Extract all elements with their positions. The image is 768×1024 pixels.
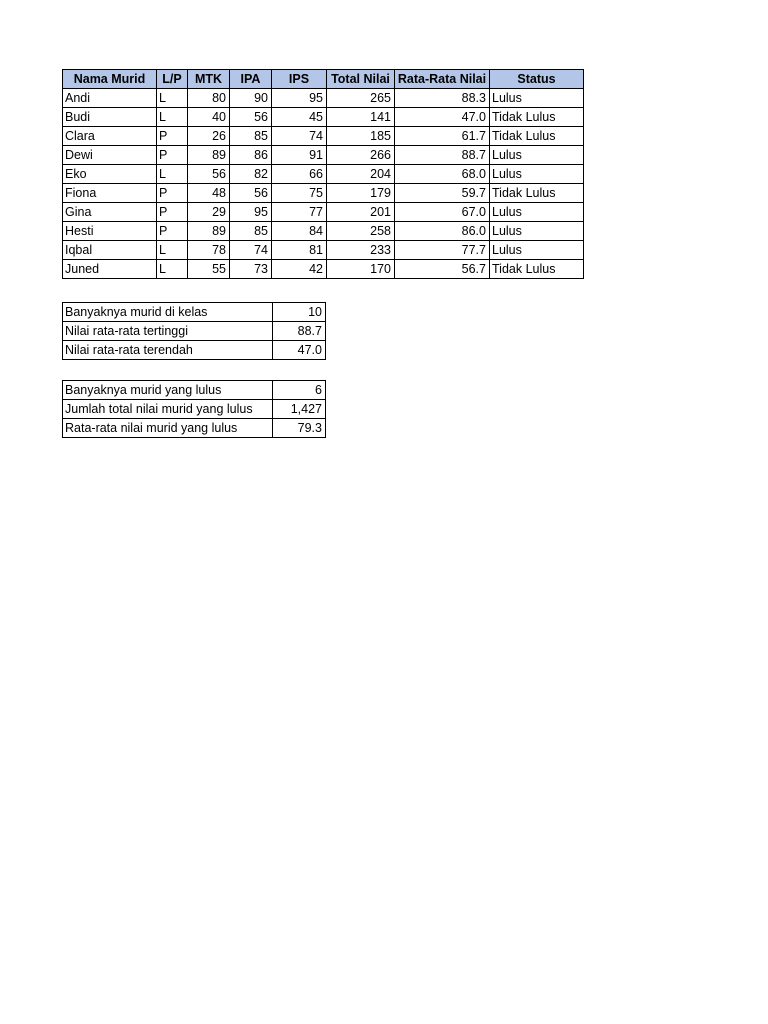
summary-value-cell[interactable]: 6 [273,381,326,400]
header-ipa[interactable]: IPA [230,70,272,89]
cell-status[interactable]: Tidak Lulus [490,108,584,127]
summary-label-cell[interactable]: Banyaknya murid di kelas [63,303,273,322]
cell-nama-murid[interactable]: Gina [63,203,157,222]
cell-mtk[interactable]: 56 [188,165,230,184]
header-rata-rata-nilai[interactable]: Rata-Rata Nilai [395,70,490,89]
cell-lp[interactable]: P [157,146,188,165]
cell-ipa[interactable]: 95 [230,203,272,222]
cell-total-nilai[interactable]: 141 [327,108,395,127]
cell-total-nilai[interactable]: 258 [327,222,395,241]
cell-rata-rata-nilai[interactable]: 86.0 [395,222,490,241]
table-row [63,146,584,165]
summary-value-cell[interactable]: 79.3 [273,419,326,438]
cell-ips[interactable]: 42 [272,260,327,279]
cell-nama-murid[interactable]: Eko [63,165,157,184]
cell-rata-rata-nilai[interactable]: 59.7 [395,184,490,203]
cell-ips[interactable]: 45 [272,108,327,127]
cell-mtk[interactable]: 26 [188,127,230,146]
summary-row [63,381,326,400]
cell-status[interactable]: Lulus [490,146,584,165]
summary-value-cell[interactable]: 10 [273,303,326,322]
cell-rata-rata-nilai[interactable]: 88.3 [395,89,490,108]
cell-mtk[interactable]: 80 [188,89,230,108]
cell-ips[interactable]: 95 [272,89,327,108]
cell-lp[interactable]: P [157,127,188,146]
cell-rata-rata-nilai[interactable]: 88.7 [395,146,490,165]
cell-total-nilai[interactable]: 201 [327,203,395,222]
summary-row [63,419,326,438]
cell-ips[interactable]: 66 [272,165,327,184]
cell-rata-rata-nilai[interactable]: 77.7 [395,241,490,260]
table-row [63,165,584,184]
student-grades-table [62,69,584,279]
cell-ipa[interactable]: 85 [230,127,272,146]
cell-total-nilai[interactable]: 179 [327,184,395,203]
cell-lp[interactable]: L [157,260,188,279]
class-summary-table [62,302,326,360]
cell-ipa[interactable]: 56 [230,108,272,127]
cell-ipa[interactable]: 86 [230,146,272,165]
cell-nama-murid[interactable]: Andi [63,89,157,108]
table-header-row [63,70,584,89]
cell-status[interactable]: Tidak Lulus [490,184,584,203]
table-row [63,260,584,279]
summary-label-cell[interactable]: Rata-rata nilai murid yang lulus [63,419,273,438]
table-row [63,184,584,203]
cell-mtk[interactable]: 89 [188,222,230,241]
cell-status[interactable]: Lulus [490,222,584,241]
cell-nama-murid[interactable]: Clara [63,127,157,146]
cell-status[interactable]: Lulus [490,165,584,184]
cell-nama-murid[interactable]: Hesti [63,222,157,241]
summary-value-cell[interactable]: 1,427 [273,400,326,419]
table-row [63,222,584,241]
summary-value-cell[interactable]: 47.0 [273,341,326,360]
summary-label-cell[interactable]: Nilai rata-rata terendah [63,341,273,360]
cell-mtk[interactable]: 78 [188,241,230,260]
cell-mtk[interactable]: 48 [188,184,230,203]
cell-lp[interactable]: L [157,241,188,260]
cell-nama-murid[interactable]: Fiona [63,184,157,203]
cell-ips[interactable]: 81 [272,241,327,260]
table-row [63,127,584,146]
cell-rata-rata-nilai[interactable]: 56.7 [395,260,490,279]
summary-row [63,303,326,322]
cell-total-nilai[interactable]: 170 [327,260,395,279]
cell-ipa[interactable]: 73 [230,260,272,279]
cell-total-nilai[interactable]: 185 [327,127,395,146]
table-row [63,203,584,222]
cell-ips[interactable]: 77 [272,203,327,222]
cell-ips[interactable]: 84 [272,222,327,241]
cell-ipa[interactable]: 82 [230,165,272,184]
cell-status[interactable]: Lulus [490,203,584,222]
cell-nama-murid[interactable]: Budi [63,108,157,127]
summary-value-cell[interactable]: 88.7 [273,322,326,341]
table-row [63,241,584,260]
cell-nama-murid[interactable]: Iqbal [63,241,157,260]
cell-nama-murid[interactable]: Juned [63,260,157,279]
cell-lp[interactable]: P [157,184,188,203]
summary-label-cell[interactable]: Jumlah total nilai murid yang lulus [63,400,273,419]
table-row [63,89,584,108]
table-row [63,108,584,127]
cell-total-nilai[interactable]: 265 [327,89,395,108]
header-ips[interactable]: IPS [272,70,327,89]
header-total-nilai[interactable]: Total Nilai [327,70,395,89]
cell-lp[interactable]: P [157,203,188,222]
cell-total-nilai[interactable]: 233 [327,241,395,260]
cell-total-nilai[interactable]: 266 [327,146,395,165]
cell-lp[interactable]: L [157,165,188,184]
cell-ips[interactable]: 75 [272,184,327,203]
summary-row [63,341,326,360]
summary-row [63,400,326,419]
cell-ipa[interactable]: 56 [230,184,272,203]
cell-status[interactable]: Lulus [490,241,584,260]
cell-status[interactable]: Lulus [490,89,584,108]
cell-rata-rata-nilai[interactable]: 61.7 [395,127,490,146]
header-nama-murid[interactable]: Nama Murid [63,70,157,89]
cell-rata-rata-nilai[interactable]: 67.0 [395,203,490,222]
cell-lp[interactable]: L [157,108,188,127]
cell-lp[interactable]: P [157,222,188,241]
cell-lp[interactable]: L [157,89,188,108]
cell-rata-rata-nilai[interactable]: 68.0 [395,165,490,184]
header-lp[interactable]: L/P [157,70,188,89]
cell-rata-rata-nilai[interactable]: 47.0 [395,108,490,127]
cell-nama-murid[interactable]: Dewi [63,146,157,165]
cell-ipa[interactable]: 74 [230,241,272,260]
cell-total-nilai[interactable]: 204 [327,165,395,184]
cell-mtk[interactable]: 29 [188,203,230,222]
header-mtk[interactable]: MTK [188,70,230,89]
header-status[interactable]: Status [490,70,584,89]
pass-summary-table [62,380,326,438]
cell-ips[interactable]: 91 [272,146,327,165]
cell-status[interactable]: Tidak Lulus [490,127,584,146]
cell-mtk[interactable]: 89 [188,146,230,165]
summary-row [63,322,326,341]
summary-label-cell[interactable]: Banyaknya murid yang lulus [63,381,273,400]
summary-label-cell[interactable]: Nilai rata-rata tertinggi [63,322,273,341]
cell-mtk[interactable]: 55 [188,260,230,279]
cell-mtk[interactable]: 40 [188,108,230,127]
cell-ips[interactable]: 74 [272,127,327,146]
cell-ipa[interactable]: 85 [230,222,272,241]
cell-ipa[interactable]: 90 [230,89,272,108]
cell-status[interactable]: Tidak Lulus [490,260,584,279]
